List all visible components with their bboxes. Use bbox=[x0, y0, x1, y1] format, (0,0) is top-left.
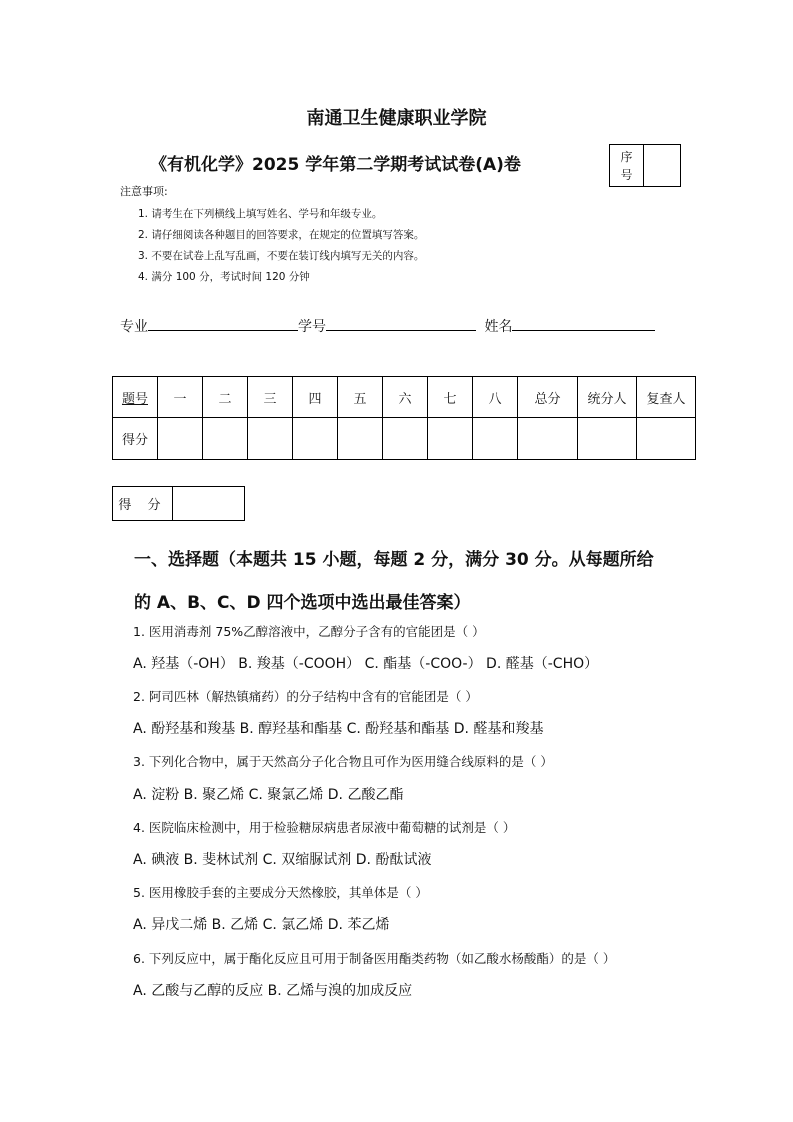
sequence-label bbox=[610, 145, 644, 186]
score-table bbox=[112, 376, 696, 460]
note-item: 1. 请考生在下列横线上填写姓名、学号和年级专业。 bbox=[138, 208, 383, 220]
score-table-header-row bbox=[113, 377, 696, 418]
score-cell[interactable] bbox=[203, 418, 248, 460]
major-field[interactable] bbox=[148, 316, 298, 331]
notes-heading: 注意事项: bbox=[120, 185, 168, 198]
score-header-cell: 五 bbox=[338, 377, 383, 418]
sequence-number-field[interactable] bbox=[644, 145, 680, 186]
score-cell[interactable] bbox=[158, 418, 203, 460]
score-header-cell: 题号 bbox=[113, 377, 158, 418]
question-6: 6. 下列反应中，属于酯化反应且可用于制备医用酯类药物（如乙酸水杨酸酯）的是（ ） bbox=[133, 951, 616, 966]
question-6-options: A. 乙酸与乙醇的反应 B. 乙烯与溴的加成反应 bbox=[133, 983, 413, 999]
score-header-cell: 三 bbox=[248, 377, 293, 418]
name-field[interactable] bbox=[512, 316, 655, 331]
question-2: 2. 阿司匹林（解热镇痛药）的分子结构中含有的官能团是（ ） bbox=[133, 689, 478, 704]
section-score-label: 得 分 bbox=[113, 487, 173, 520]
score-cell[interactable] bbox=[383, 418, 428, 460]
score-row-label: 得分 bbox=[113, 418, 158, 460]
question-4-options: A. 碘液 B. 斐林试剂 C. 双缩脲试剂 D. 酚酞试液 bbox=[133, 852, 432, 868]
student-id-label: 学号 bbox=[298, 319, 326, 335]
question-4: 4. 医院临床检测中，用于检验糖尿病患者尿液中葡萄糖的试剂是（ ） bbox=[133, 820, 516, 835]
sequence-label-top: 序 bbox=[620, 149, 633, 164]
student-info-line bbox=[120, 316, 655, 336]
question-1-options: A. 羟基（-OH） B. 羧基（-COOH） C. 酯基（-COO-） D. 醛基（-CHO） bbox=[133, 656, 599, 672]
question-5-options: A. 异戊二烯 B. 乙烯 C. 氯乙烯 D. 苯乙烯 bbox=[133, 917, 390, 933]
score-cell[interactable] bbox=[518, 418, 578, 460]
section-title-line1: 一、选择题（本题共 15 小题，每题 2 分，满分 30 分。从每题所给 bbox=[134, 550, 654, 570]
notes-list bbox=[138, 204, 424, 288]
score-header-cell: 四 bbox=[293, 377, 338, 418]
score-cell[interactable] bbox=[473, 418, 518, 460]
score-header-cell: 总分 bbox=[518, 377, 578, 418]
question-5: 5. 医用橡胶手套的主要成分天然橡胶，其单体是（ ） bbox=[133, 885, 428, 900]
score-header-cell: 统分人 bbox=[578, 377, 637, 418]
question-1: 1. 医用消毒剂 75%乙醇溶液中，乙醇分子含有的官能团是（ ） bbox=[133, 624, 485, 639]
score-cell[interactable] bbox=[637, 418, 696, 460]
score-cell[interactable] bbox=[248, 418, 293, 460]
major-label: 专业 bbox=[120, 319, 148, 335]
score-header-cell: 六 bbox=[383, 377, 428, 418]
score-cell[interactable] bbox=[578, 418, 637, 460]
score-header-cell: 复查人 bbox=[637, 377, 696, 418]
name-label: 姓名 bbox=[484, 319, 513, 335]
note-item: 4. 满分 100 分，考试时间 120 分钟 bbox=[138, 271, 310, 283]
score-table-score-row bbox=[113, 418, 696, 460]
exam-title: 《有机化学》2025 学年第二学期考试试卷(A)卷 bbox=[150, 155, 521, 175]
section-score-field[interactable] bbox=[173, 487, 244, 520]
section-score-box bbox=[112, 486, 245, 521]
student-id-field[interactable] bbox=[326, 316, 476, 331]
score-header-cell: 一 bbox=[158, 377, 203, 418]
question-3-options: A. 淀粉 B. 聚乙烯 C. 聚氯乙烯 D. 乙酸乙酯 bbox=[133, 787, 404, 803]
score-cell[interactable] bbox=[293, 418, 338, 460]
score-cell[interactable] bbox=[338, 418, 383, 460]
question-3: 3. 下列化合物中，属于天然高分子化合物且可作为医用缝合线原料的是（ ） bbox=[133, 754, 553, 769]
score-header-cell: 七 bbox=[428, 377, 473, 418]
score-cell[interactable] bbox=[428, 418, 473, 460]
score-header-cell: 八 bbox=[473, 377, 518, 418]
section-title-line2: 的 A、B、C、D 四个选项中选出最佳答案） bbox=[134, 593, 471, 613]
school-name: 南通卫生健康职业学院 bbox=[306, 108, 487, 129]
sequence-label-bottom: 号 bbox=[620, 167, 633, 182]
note-item: 2. 请仔细阅读各种题目的回答要求，在规定的位置填写答案。 bbox=[138, 229, 425, 241]
score-header-cell: 二 bbox=[203, 377, 248, 418]
question-2-options: A. 酚羟基和羧基 B. 醇羟基和酯基 C. 酚羟基和酯基 D. 醛基和羧基 bbox=[133, 721, 544, 737]
note-item: 3. 不要在试卷上乱写乱画，不要在装订线内填写无关的内容。 bbox=[138, 250, 425, 262]
sequence-number-box bbox=[609, 144, 681, 187]
